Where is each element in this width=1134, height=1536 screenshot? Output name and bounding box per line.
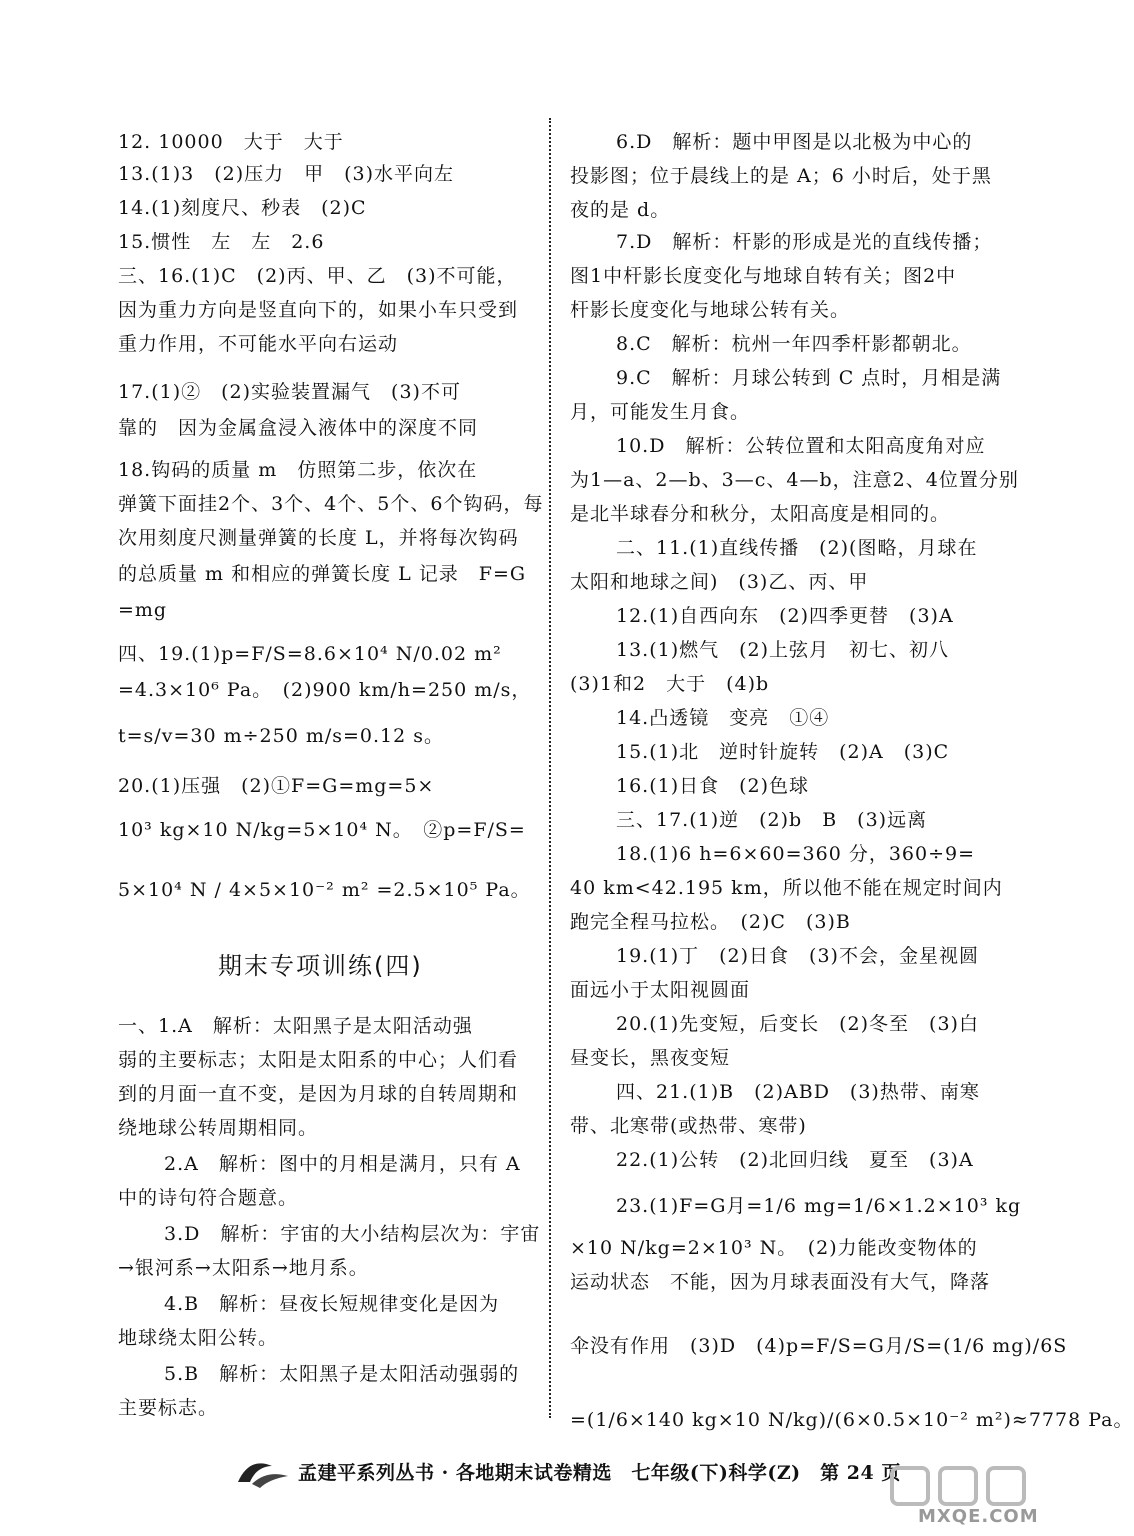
answer-line: 地球绕太阳公转。: [118, 1327, 279, 1349]
section-title: 期末专项训练(四): [218, 952, 423, 980]
answer-line: 月，可能发生月食。: [570, 401, 751, 423]
answer-line: 15.惯性 左 左 2.6: [118, 231, 325, 253]
answer-line: 4.B 解析：昼夜长短规律变化是因为: [164, 1293, 500, 1315]
answer-line: 为1—a、2—b、3—c、4—b，注意2、4位置分别: [570, 469, 1019, 491]
answer-line: 弱的主要标志；太阳是太阳系的中心；人们看: [118, 1049, 519, 1071]
answer-line: =4.3×10⁶ Pa。 (2)900 km/h=250 m/s，: [118, 679, 532, 701]
answer-line: 运动状态 不能，因为月球表面没有大气，降落: [570, 1271, 991, 1293]
answer-line: 四、21.(1)B (2)ABD (3)热带、南寒: [616, 1081, 980, 1103]
answer-line: t=s/v=30 m÷250 m/s=0.12 s。: [118, 725, 445, 747]
answer-line: 6.D 解析：题中甲图是以北极为中心的: [616, 131, 973, 153]
answer-line: 12.(1)自西向东 (2)四季更替 (3)A: [616, 605, 954, 627]
answer-line: (3)1和2 大于 (4)b: [570, 673, 770, 695]
answer-line: 18.钩码的质量 m 仿照第二步，依次在: [118, 459, 478, 481]
answer-line: 靠的 因为金属盒浸入液体中的深度不同: [118, 417, 479, 439]
answer-line: 20.(1)先变短，后变长 (2)冬至 (3)白: [616, 1013, 979, 1035]
answer-line: 图1中杆影长度变化与地球自转有关；图2中: [570, 265, 957, 287]
answer-line: 13.(1)3 (2)压力 甲 (3)水平向左: [118, 163, 455, 185]
answer-line: 昼变长，黑夜变短: [570, 1047, 731, 1069]
answer-line: 16.(1)日食 (2)色球: [616, 775, 810, 797]
answer-line: 太阳和地球之间) (3)乙、丙、甲: [570, 571, 869, 593]
answer-line: 一、1.A 解析：太阳黑子是太阳活动强: [118, 1015, 473, 1037]
answer-line: 次用刻度尺测量弹簧的长度 L，并将每次钩码: [118, 527, 519, 549]
answer-line: 12. 10000 大于 大于: [118, 131, 344, 153]
answer-line: =mg: [118, 599, 168, 621]
answer-line: 重力作用，不可能水平向右运动: [118, 333, 399, 355]
answer-line: 绕地球公转周期相同。: [118, 1117, 319, 1139]
answer-line: 10³ kg×10 N/kg=5×10⁴ N。 ②p=F/S=: [118, 819, 526, 841]
answer-line: 13.(1)燃气 (2)上弦月 初七、初八: [616, 639, 950, 661]
answer-line: 跑完全程马拉松。 (2)C (3)B: [570, 911, 851, 933]
answer-line: 23.(1)F=G月=1/6 mg=1/6×1.2×10³ kg: [616, 1195, 1022, 1217]
answer-line: 5×10⁴ N / 4×5×10⁻² m² =2.5×10⁵ Pa。: [118, 879, 531, 901]
answer-line: 面远小于太阳视圆面: [570, 979, 751, 1001]
answer-line: 投影图；位于晨线上的是 A；6 小时后，处于黑: [570, 165, 992, 187]
answer-line: 14.(1)刻度尺、秒表 (2)C: [118, 197, 367, 219]
answer-line: 3.D 解析：宇宙的大小结构层次为：宇宙: [164, 1223, 541, 1245]
answer-line: 9.C 解析：月球公转到 C 点时，月相是满: [616, 367, 1002, 389]
answer-line: 22.(1)公转 (2)北回归线 夏至 (3)A: [616, 1149, 974, 1171]
answer-line: 因为重力方向是竖直向下的，如果小车只受到: [118, 299, 519, 321]
answer-line: 三、16.(1)C (2)丙、甲、乙 (3)不可能，: [118, 265, 517, 287]
footer-text: 孟建平系列丛书 · 各地期末试卷精选 七年级(下)科学(Z) 第 24 页: [298, 1462, 901, 1484]
answer-line: 2.A 解析：图中的月相是满月，只有 A: [164, 1153, 521, 1175]
answer-line: 40 km<42.195 km，所以他不能在规定时间内: [570, 877, 1003, 899]
answer-line: =(1/6×140 kg×10 N/kg)/(6×0.5×10⁻² m²)≈7778 Pa。: [570, 1409, 1134, 1431]
answer-line: 8.C 解析：杭州一年四季杆影都朝北。: [616, 333, 972, 355]
answer-line: 20.(1)压强 (2)①F=G=mg=5×: [118, 775, 435, 797]
answer-line: 的总质量 m 和相应的弹簧长度 L 记录 F=G: [118, 563, 527, 585]
answer-line: 14.凸透镜 变亮 ①④: [616, 707, 830, 729]
answer-line: 弹簧下面挂2个、3个、4个、5个、6个钩码，每: [118, 493, 544, 515]
watermark-text: MXQE.COM: [918, 1506, 1039, 1527]
column-divider: [549, 118, 551, 1418]
answer-line: 10.D 解析：公转位置和太阳高度角对应: [616, 435, 986, 457]
answer-line: 带、北寒带(或热带、寒带): [570, 1115, 807, 1137]
answer-line: →银河系→太阳系→地月系。: [118, 1257, 369, 1279]
answer-line: 四、19.(1)p=F/S=8.6×10⁴ N/0.02 m²: [118, 643, 502, 665]
answer-line: 杆影长度变化与地球公转有关。: [570, 299, 851, 321]
answer-line: 18.(1)6 h=6×60=360 分，360÷9=: [616, 843, 976, 865]
answer-line: ×10 N/kg=2×10³ N。 (2)力能改变物体的: [570, 1237, 978, 1259]
answer-line: 15.(1)北 逆时针旋转 (2)A (3)C: [616, 741, 950, 763]
answer-line: 7.D 解析：杆影的形成是光的直线传播；: [616, 231, 993, 253]
answer-line: 三、17.(1)逆 (2)b B (3)远离: [616, 809, 928, 831]
answer-line: 二、11.(1)直线传播 (2)(图略，月球在: [616, 537, 978, 559]
answer-line: 是北半球春分和秋分，太阳高度是相同的。: [570, 503, 951, 525]
answer-line: 中的诗句符合题意。: [118, 1187, 299, 1209]
answer-line: 夜的是 d。: [570, 199, 671, 221]
answer-line: 5.B 解析：太阳黑子是太阳活动强弱的: [164, 1363, 520, 1385]
publisher-logo-icon: [232, 1452, 292, 1492]
answer-line: 主要标志。: [118, 1397, 219, 1419]
answer-line: 19.(1)丁 (2)日食 (3)不会，金星视圆: [616, 945, 979, 967]
answer-line: 到的月面一直不变，是因为月球的自转周期和: [118, 1083, 519, 1105]
answer-line: 17.(1)② (2)实验装置漏气 (3)不可: [118, 381, 461, 403]
answer-line: 伞没有作用 (3)D (4)p=F/S=G月/S=(1/6 mg)/6S: [570, 1335, 1068, 1357]
